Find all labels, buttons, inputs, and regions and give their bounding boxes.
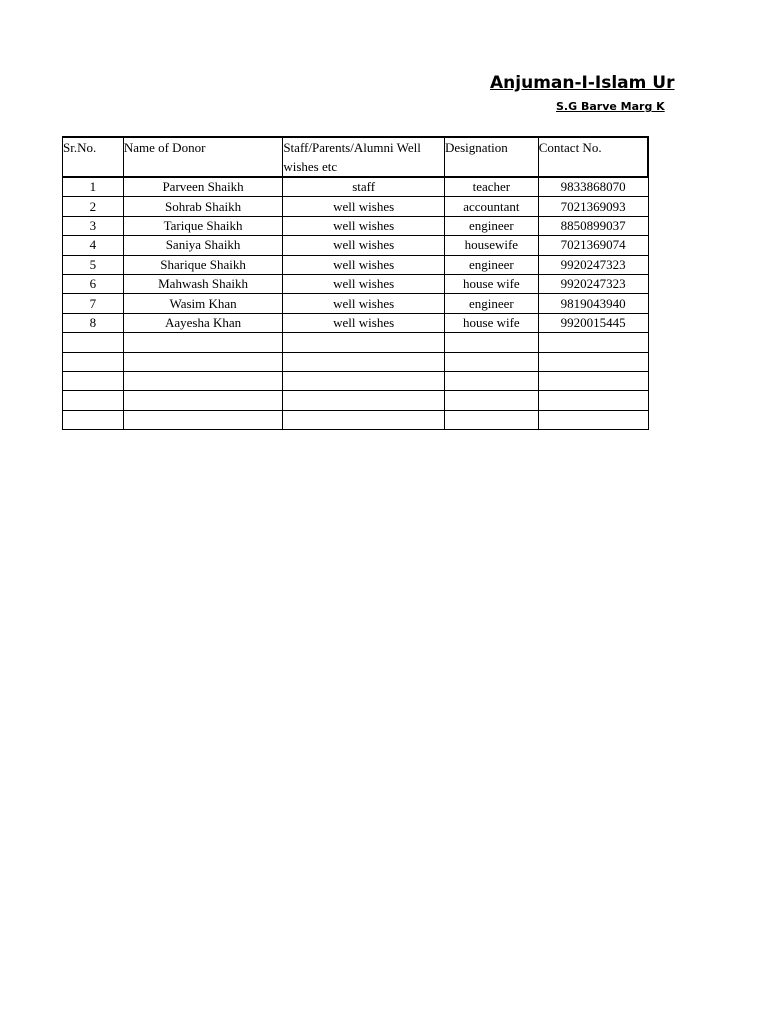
page-subtitle: S.G Barve Marg K [556,100,665,113]
table-row [63,294,649,313]
cell-contact: 9833868070 [538,177,648,197]
cell-contact [538,410,648,429]
cell-category: staff [283,177,445,197]
cell-designation: housewife [444,236,538,255]
table-row [63,255,649,274]
cell-sr-no: 5 [63,255,124,274]
cell-sr-no: 3 [63,216,124,235]
cell-donor-name [123,333,283,352]
cell-contact: 9920015445 [538,313,648,332]
cell-contact: 9920247323 [538,274,648,293]
cell-category [283,333,445,352]
cell-category: well wishes [283,274,445,293]
table-row [63,197,649,216]
column-header-donor-name: Name of Donor [123,137,283,177]
table-row [63,391,649,410]
cell-donor-name: Mahwash Shaikh [123,274,283,293]
cell-designation: engineer [444,255,538,274]
column-header-sr-no: Sr.No. [63,137,124,177]
cell-category: well wishes [283,255,445,274]
table-row [63,274,649,293]
cell-category: well wishes [283,236,445,255]
cell-designation: accountant [444,197,538,216]
cell-sr-no [63,410,124,429]
cell-contact: 9819043940 [538,294,648,313]
cell-designation: engineer [444,216,538,235]
cell-donor-name [123,410,283,429]
cell-donor-name [123,352,283,371]
cell-sr-no: 7 [63,294,124,313]
cell-designation: teacher [444,177,538,197]
cell-sr-no [63,333,124,352]
table-body [63,177,649,430]
cell-designation [444,352,538,371]
table-row [63,177,649,197]
cell-category [283,371,445,390]
cell-contact: 7021369074 [538,236,648,255]
donor-table [62,136,649,430]
cell-contact: 8850899037 [538,216,648,235]
cell-contact: 9920247323 [538,255,648,274]
column-header-category: Staff/Parents/Alumni Well wishes etc [283,137,445,177]
cell-contact [538,371,648,390]
table-row [63,313,649,332]
cell-donor-name: Saniya Shaikh [123,236,283,255]
cell-sr-no [63,371,124,390]
cell-donor-name: Wasim Khan [123,294,283,313]
cell-designation: engineer [444,294,538,313]
cell-sr-no: 4 [63,236,124,255]
cell-contact [538,352,648,371]
cell-donor-name: Aayesha Khan [123,313,283,332]
page-title: Anjuman-I-Islam Ur [490,73,675,93]
cell-donor-name: Parveen Shaikh [123,177,283,197]
cell-donor-name [123,391,283,410]
cell-donor-name: Tarique Shaikh [123,216,283,235]
cell-designation: house wife [444,274,538,293]
cell-designation: house wife [444,313,538,332]
cell-sr-no: 2 [63,197,124,216]
table-row [63,236,649,255]
column-header-designation: Designation [444,137,538,177]
table-header-row [63,137,649,177]
cell-designation [444,371,538,390]
table-row [63,352,649,371]
table-row [63,216,649,235]
cell-donor-name: Sharique Shaikh [123,255,283,274]
cell-sr-no [63,352,124,371]
cell-contact [538,391,648,410]
cell-donor-name: Sohrab Shaikh [123,197,283,216]
cell-sr-no: 6 [63,274,124,293]
cell-category [283,410,445,429]
cell-designation [444,391,538,410]
cell-category [283,391,445,410]
cell-category: well wishes [283,294,445,313]
cell-sr-no [63,391,124,410]
cell-category: well wishes [283,216,445,235]
cell-contact: 7021369093 [538,197,648,216]
cell-designation [444,333,538,352]
cell-category [283,352,445,371]
cell-category: well wishes [283,197,445,216]
cell-sr-no: 1 [63,177,124,197]
cell-contact [538,333,648,352]
table-row [63,371,649,390]
cell-donor-name [123,371,283,390]
cell-designation [444,410,538,429]
cell-category: well wishes [283,313,445,332]
cell-sr-no: 8 [63,313,124,332]
table-row [63,410,649,429]
table-row [63,333,649,352]
column-header-contact: Contact No. [538,137,648,177]
